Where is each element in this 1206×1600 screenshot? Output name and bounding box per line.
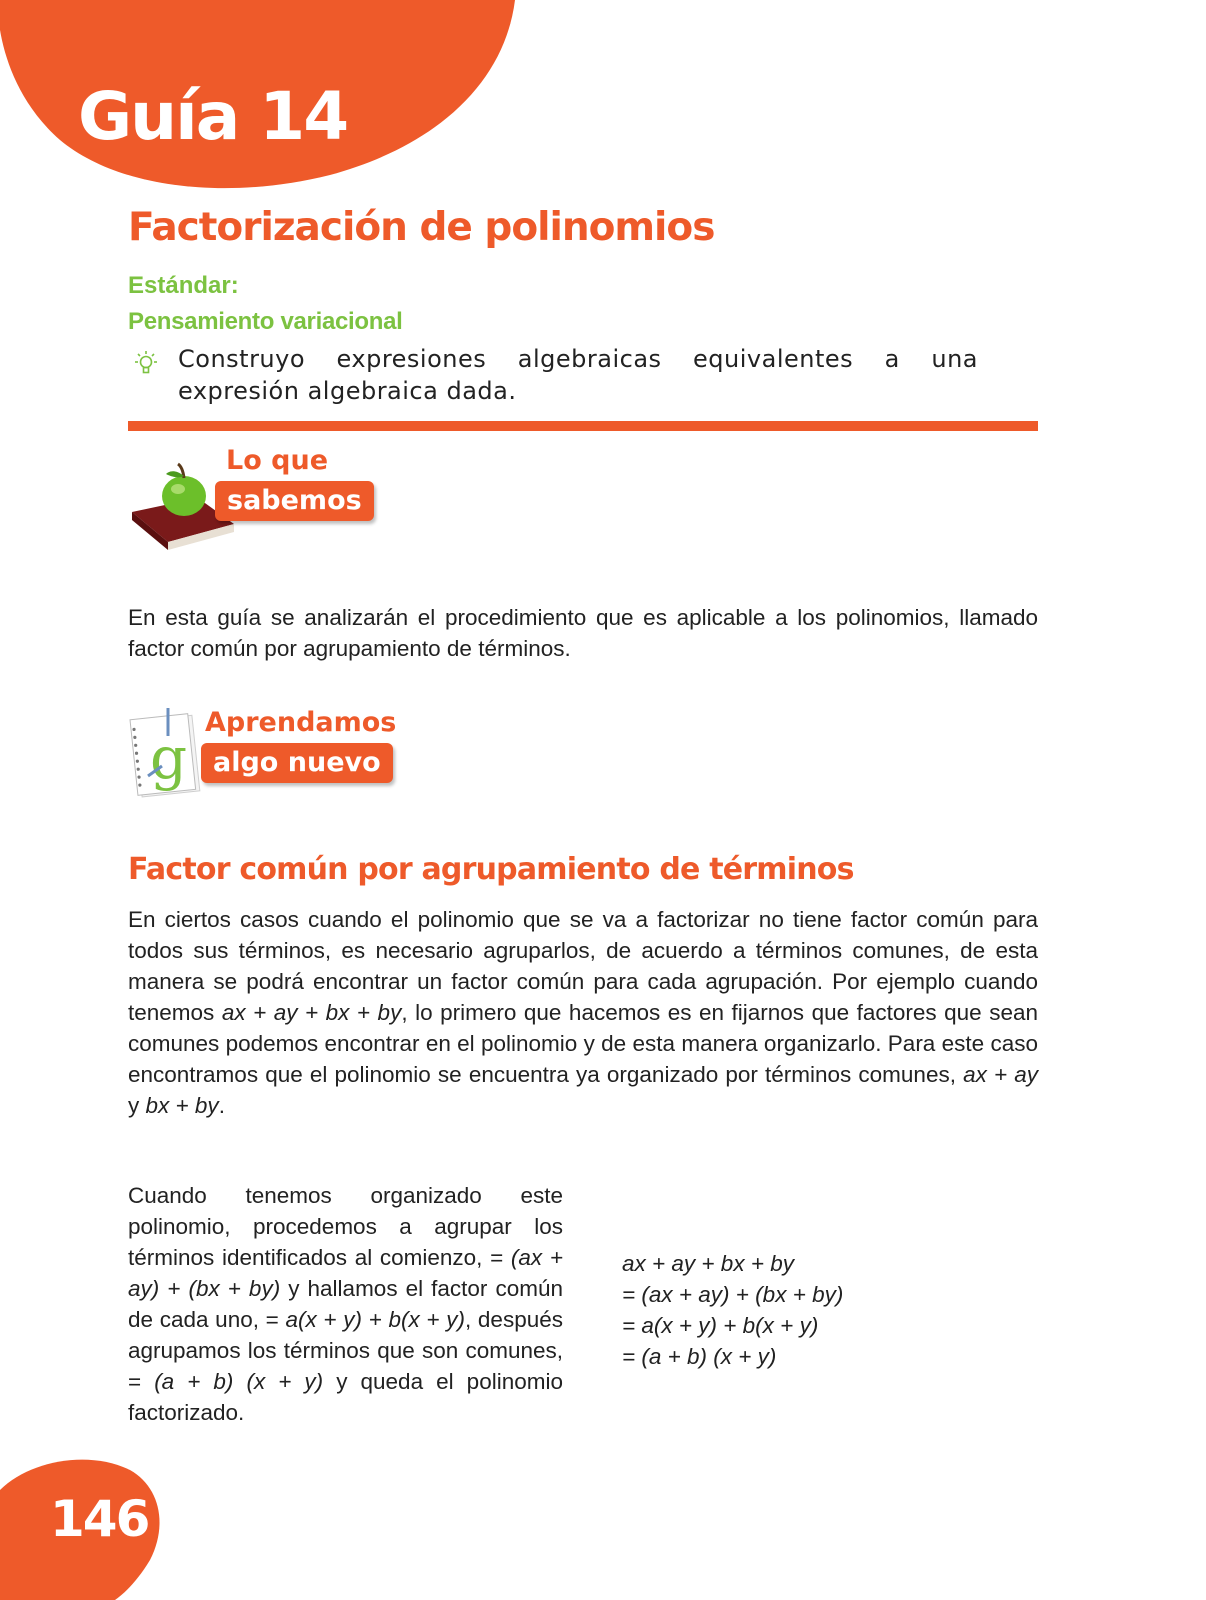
lightbulb-icon (131, 349, 161, 379)
section-divider (128, 421, 1038, 431)
guide-title: Guía 14 (78, 78, 348, 155)
equation-line: = (a + b) (x + y) (622, 1344, 777, 1369)
lo-que-sabemos-label-line2: sabemos (215, 481, 374, 521)
intro-summary: En esta guía se analizarán el procedimiento que es aplicable a los polinomios, llamado factor común por agrupamiento de términos. (128, 605, 1038, 661)
equation-block (622, 1248, 843, 1372)
subheading: Factor común por agrupamiento de términos (128, 852, 854, 887)
aprendamos-label-line1: Aprendamos (205, 707, 397, 738)
equation-line: = (ax + ay) + (bx + by) (622, 1282, 844, 1307)
equation-line: ax + ay + bx + by (622, 1251, 794, 1276)
standard-label: Estándar: (128, 272, 239, 299)
page-title: Factorización de polinomios (128, 205, 715, 250)
lo-que-sabemos-label-line1: Lo que (226, 445, 329, 476)
notebook-g-icon (128, 706, 208, 801)
page-number: 146 (50, 1490, 149, 1548)
standard-text: Construyo expresiones algebraicas equivalentes a una expresión algebraica dada. (178, 345, 978, 405)
standard-area: Pensamiento variacional (128, 308, 403, 335)
explanation-paragraph: Cuando tenemos organizado este polinomio, procedemos a agrupar los términos identificados al comienzo, = (ax + ay) + (bx + by) y hallamos el factor común de cada uno, = a(x + y) + b(x + y), después agrupamos los términos que son comunes, = (a + b) (x + y) y queda el polinomio factorizado. (128, 1183, 563, 1425)
aprendamos-label-line2: algo nuevo (201, 743, 393, 783)
method-paragraph: En ciertos casos cuando el polinomio que se va a factorizar no tiene factor común para todos sus términos, es necesario agruparlos, de acuerdo a términos comunes, de esta manera se podrá encontrar un factor común para cada agrupación. Por ejemplo cuando tenemos ax + ay + bx + by, lo primero que hacemos es en fijarnos que factores que sean comunes podemos encontrar en el polinomio y de esta manera organizarlo. Para este caso encontramos que el polinomio se encuentra ya organizado por términos comunes, ax + ay y bx + by. (128, 907, 1039, 1118)
svg-text:g: g (150, 724, 188, 792)
equation-line: = a(x + y) + b(x + y) (622, 1313, 819, 1338)
